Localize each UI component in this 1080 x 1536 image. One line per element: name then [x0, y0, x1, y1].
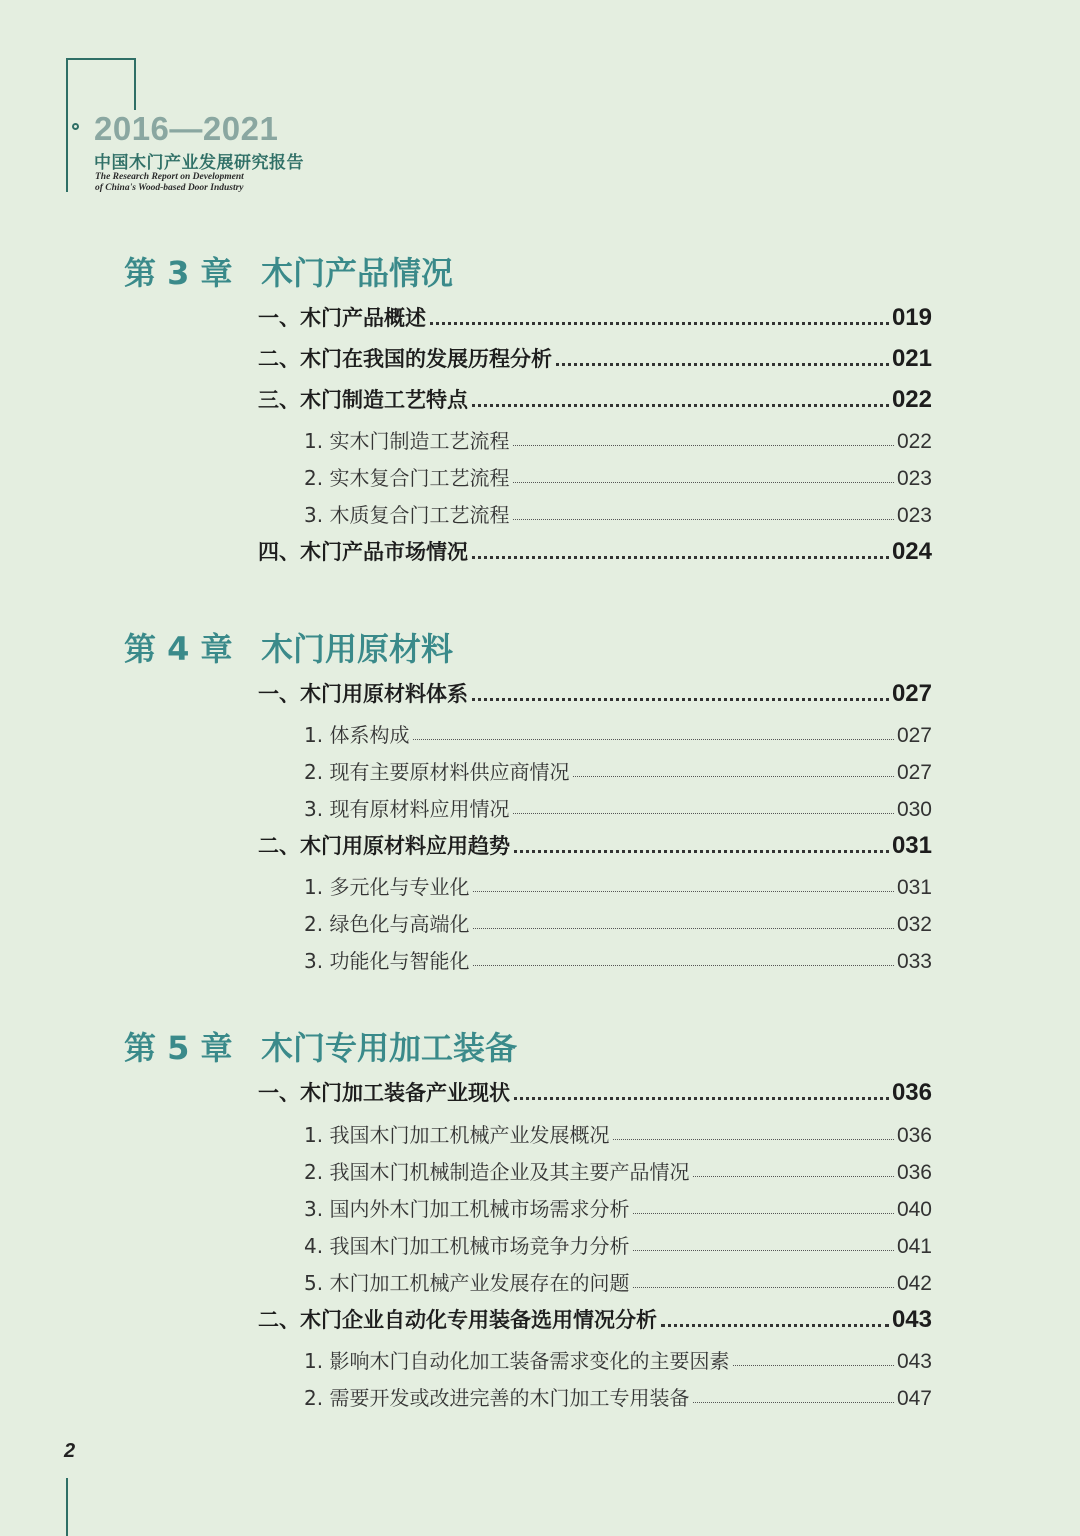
toc-entry-page: 036	[896, 1161, 932, 1184]
toc-entry-label: 1. 体系构成	[304, 723, 410, 747]
toc-entry[interactable]	[258, 1302, 932, 1334]
leader-dots	[693, 1176, 894, 1177]
header-years: 2016—2021	[94, 110, 279, 147]
toc-entry-label: 4. 我国木门加工机械市场竞争力分析	[304, 1234, 630, 1258]
header-rule-vertical-short	[134, 58, 136, 110]
leader-dots	[513, 519, 894, 520]
toc-subentry[interactable]	[304, 790, 932, 822]
header-title-en-line2: of China's Wood-based Door Industry	[95, 183, 244, 193]
toc-entry-label: 2. 实木复合门工艺流程	[304, 466, 510, 490]
toc-subentry[interactable]	[304, 1379, 932, 1411]
leader-dots	[613, 1139, 894, 1140]
toc-entry-label: 二、木门在我国的发展历程分析	[258, 347, 552, 371]
leader-dots	[513, 482, 894, 483]
toc-subentry[interactable]	[304, 1264, 932, 1296]
chapter-number: 第 4 章	[124, 630, 233, 668]
toc-subentry[interactable]	[304, 422, 932, 454]
footer-rule-vertical	[66, 1478, 68, 1536]
toc-entry-label: 3. 现有原材料应用情况	[304, 797, 510, 821]
toc-subentry[interactable]	[304, 1227, 932, 1259]
toc-entry-page: 043	[896, 1350, 932, 1373]
chapter-title: 木门用原材料	[261, 630, 454, 668]
toc-entry-page: 036	[891, 1079, 932, 1106]
toc-subentry[interactable]	[304, 942, 932, 974]
leader-dots	[513, 813, 894, 814]
toc-entry[interactable]	[258, 341, 932, 373]
toc-subentry[interactable]	[304, 496, 932, 528]
chapter-heading	[124, 624, 453, 670]
leader-dots	[633, 1213, 894, 1214]
header-dot-icon	[72, 123, 79, 130]
toc-entry[interactable]	[258, 828, 932, 860]
header-rule-vertical	[66, 58, 68, 192]
toc-entry-page: 027	[891, 680, 932, 707]
toc-entry[interactable]	[258, 382, 932, 414]
toc-entry-label: 1. 多元化与专业化	[304, 875, 470, 899]
chapter-heading	[124, 248, 453, 294]
toc-subentry[interactable]	[304, 1116, 932, 1148]
toc-entry-label: 一、木门产品概述	[258, 306, 426, 330]
toc-subentry[interactable]	[304, 905, 932, 937]
toc-entry-page: 032	[896, 913, 932, 936]
toc-entry-page: 027	[896, 724, 932, 747]
toc-subentry[interactable]	[304, 868, 932, 900]
toc-subentry[interactable]	[304, 1153, 932, 1185]
toc-entry-label: 1. 实木门制造工艺流程	[304, 429, 510, 453]
header-rule-horizontal	[66, 58, 136, 60]
leader-dots	[573, 776, 894, 777]
chapter-number: 第 3 章	[124, 254, 233, 292]
leader-dots	[556, 363, 889, 366]
toc-entry-label: 三、木门制造工艺特点	[258, 388, 468, 412]
leader-dots	[513, 445, 894, 446]
toc-entry-page: 021	[891, 345, 932, 372]
leader-dots	[473, 891, 894, 892]
toc-entry-label: 一、木门用原材料体系	[258, 682, 468, 706]
leader-dots	[633, 1250, 894, 1251]
toc-entry-label: 二、木门企业自动化专用装备选用情况分析	[258, 1308, 657, 1332]
toc-subentry[interactable]	[304, 716, 932, 748]
toc-entry-label: 2. 现有主要原材料供应商情况	[304, 760, 570, 784]
leader-dots	[473, 965, 894, 966]
leader-dots	[693, 1402, 894, 1403]
toc-entry-page: 040	[896, 1198, 932, 1221]
toc-entry[interactable]	[258, 300, 932, 332]
toc-entry-label: 2. 我国木门机械制造企业及其主要产品情况	[304, 1160, 690, 1184]
toc-entry-page: 042	[896, 1272, 932, 1295]
toc-entry-label: 2. 需要开发或改进完善的木门加工专用装备	[304, 1386, 690, 1410]
leader-dots	[472, 698, 889, 701]
toc-entry-label: 3. 功能化与智能化	[304, 949, 470, 973]
page-number: 2	[64, 1440, 76, 1462]
toc-entry-page: 027	[896, 761, 932, 784]
header-title-en	[95, 172, 244, 194]
toc-subentry[interactable]	[304, 753, 932, 785]
toc-entry-page: 041	[896, 1235, 932, 1258]
toc-entry-label: 3. 国内外木门加工机械市场需求分析	[304, 1197, 630, 1221]
header-title-cn: 中国木门产业发展研究报告	[94, 153, 304, 173]
toc-entry-page: 022	[891, 386, 932, 413]
toc-subentry[interactable]	[304, 1190, 932, 1222]
toc-entry-page: 033	[896, 950, 932, 973]
toc-entry-label: 3. 木质复合门工艺流程	[304, 503, 510, 527]
toc-entry-page: 022	[896, 430, 932, 453]
toc-entry-page: 036	[896, 1124, 932, 1147]
toc-entry-page: 024	[891, 538, 932, 565]
toc-entry-label: 1. 影响木门自动化加工装备需求变化的主要因素	[304, 1349, 730, 1373]
toc-entry[interactable]	[258, 1075, 932, 1107]
chapter-title: 木门产品情况	[261, 254, 454, 292]
toc-entry-page: 030	[896, 798, 932, 821]
leader-dots	[514, 850, 889, 853]
toc-entry-label: 2. 绿色化与高端化	[304, 912, 470, 936]
toc-entry-page: 023	[896, 504, 932, 527]
leader-dots	[661, 1324, 889, 1327]
toc-entry-page: 031	[891, 832, 932, 859]
leader-dots	[430, 322, 889, 325]
toc-entry[interactable]	[258, 676, 932, 708]
leader-dots	[633, 1287, 894, 1288]
leader-dots	[514, 1097, 889, 1100]
leader-dots	[413, 739, 894, 740]
toc-entry-label: 二、木门用原材料应用趋势	[258, 834, 510, 858]
toc-entry-page: 043	[891, 1306, 932, 1333]
toc-entry-label: 四、木门产品市场情况	[258, 540, 468, 564]
toc-entry-page: 023	[896, 467, 932, 490]
chapter-heading	[124, 1023, 517, 1069]
toc-entry-page: 047	[896, 1387, 932, 1410]
chapter-number: 第 5 章	[124, 1029, 233, 1067]
chapter-title: 木门专用加工装备	[261, 1029, 518, 1067]
toc-entry-label: 5. 木门加工机械产业发展存在的问题	[304, 1271, 630, 1295]
toc-subentry[interactable]	[304, 459, 932, 491]
toc-subentry[interactable]	[304, 1342, 932, 1374]
leader-dots	[733, 1365, 894, 1366]
leader-dots	[472, 556, 889, 559]
leader-dots	[472, 404, 889, 407]
leader-dots	[473, 928, 894, 929]
toc-entry-page: 031	[896, 876, 932, 899]
toc-entry-label: 1. 我国木门加工机械产业发展概况	[304, 1123, 610, 1147]
header-title-en-line1: The Research Report on Development	[95, 172, 244, 182]
toc-entry[interactable]	[258, 534, 932, 566]
toc-entry-page: 019	[891, 304, 932, 331]
toc-entry-label: 一、木门加工装备产业现状	[258, 1081, 510, 1105]
